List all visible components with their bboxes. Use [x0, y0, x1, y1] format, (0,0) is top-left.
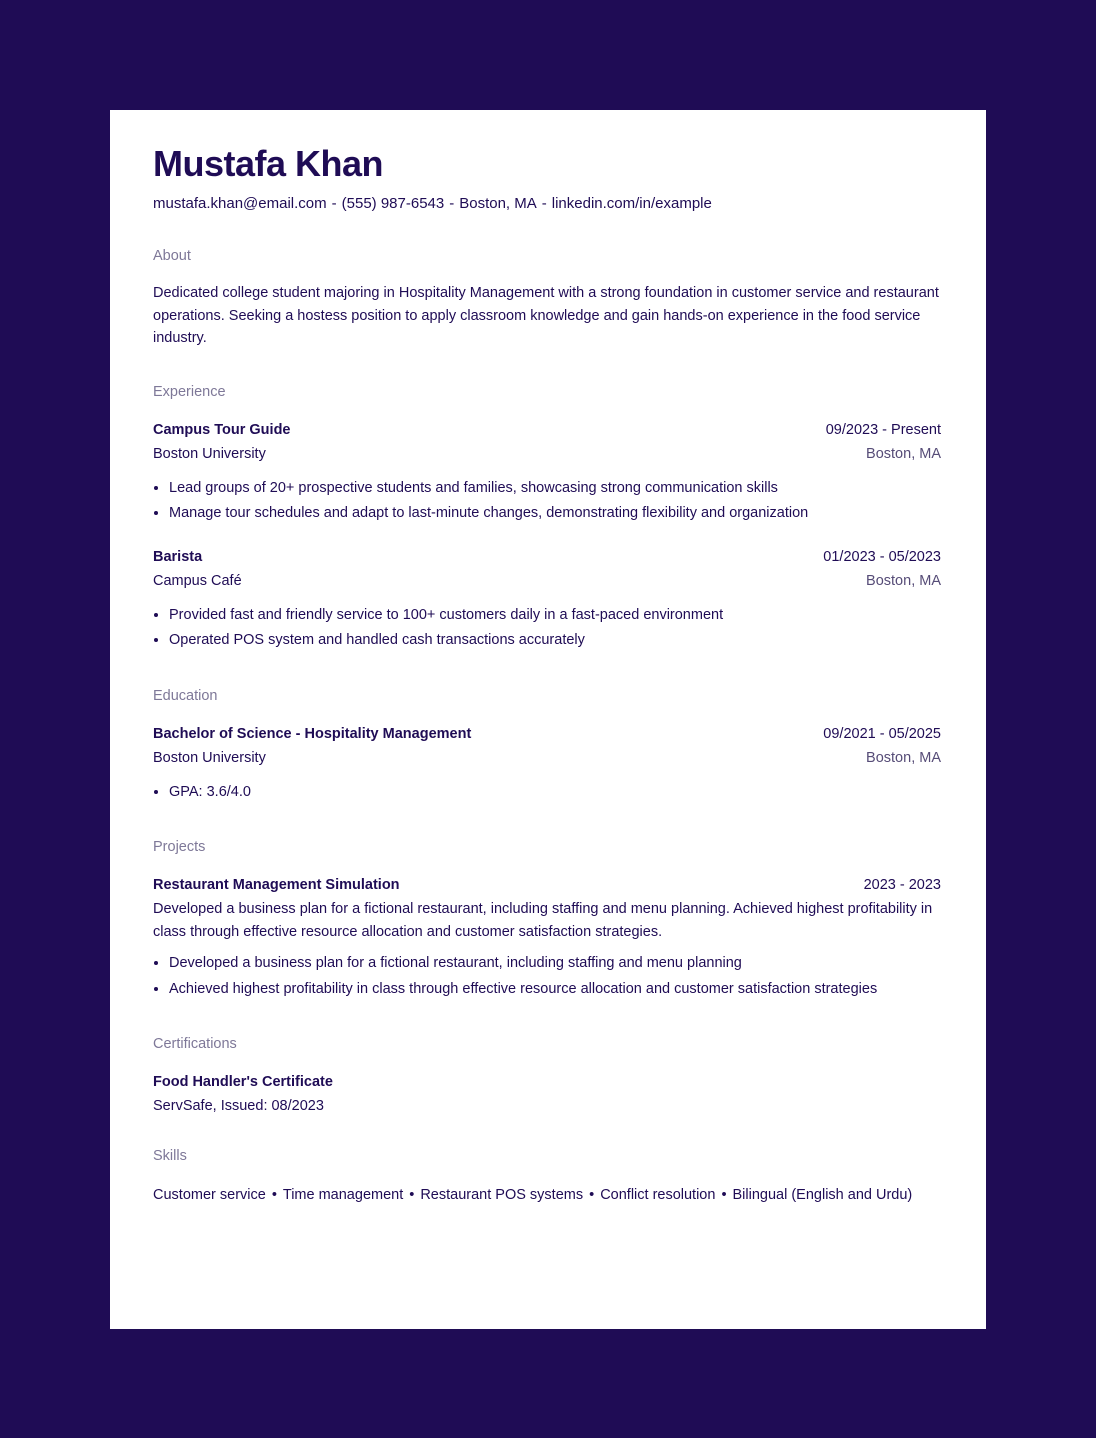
- experience-entry: [153, 418, 941, 527]
- section-title-projects: Projects: [153, 839, 206, 855]
- section-title-skills: Skills: [153, 1148, 187, 1164]
- skill-item: Bilingual (English and Urdu): [732, 1187, 913, 1203]
- contact-separator: -: [449, 195, 455, 212]
- contact-line: [153, 194, 941, 214]
- project-description: Developed a business plan for a fictional restaurant, including staffing and menu planning. Achieved highest profitability in class through effective resource allocation and customer satisfaction strategies.: [153, 901, 933, 940]
- certification-entry: Food Handler's Certificate ServSafe, Issued: 08/2023: [153, 1070, 941, 1118]
- skill-item: Restaurant POS systems: [420, 1187, 584, 1203]
- skill-separator: •: [409, 1187, 415, 1203]
- job-org: Boston University: [153, 445, 266, 462]
- list-item: • GPA: 3.6/4.0: [169, 780, 941, 806]
- list-item: • Manage tour schedules and adapt to last-minute changes, demonstrating flexibility and organization: [169, 501, 941, 527]
- skill-separator: •: [589, 1187, 595, 1203]
- phone: (555) 987-6543: [341, 195, 445, 212]
- job-dates: 09/2023 - Present: [825, 421, 941, 438]
- list-item: • Lead groups of 20+ prospective students and families, showcasing strong communication skills: [169, 476, 941, 502]
- education-entry: [153, 722, 941, 806]
- project-entry: [153, 873, 941, 1002]
- education-bullets: [153, 780, 941, 806]
- skill-item: Customer service: [153, 1187, 266, 1203]
- linkedin-link[interactable]: linkedin.com/in/example: [551, 195, 712, 212]
- section-title-certifications: Certifications: [153, 1036, 237, 1052]
- list-item: • Operated POS system and handled cash transactions accurately: [169, 628, 941, 654]
- email-link[interactable]: mustafa.khan@email.com: [153, 195, 327, 212]
- list-item: • Developed a business plan for a fictional restaurant, including staffing and menu planning: [169, 951, 941, 977]
- school-location: Boston, MA: [866, 749, 941, 766]
- list-item: • Provided fast and friendly service to 100+ customers daily in a fast-paced environment: [169, 603, 941, 629]
- job-bullets: [153, 603, 941, 654]
- degree: Bachelor of Science - Hospitality Management: [153, 725, 472, 742]
- job-title: Barista: [153, 548, 203, 565]
- job-dates: 01/2023 - 05/2023: [823, 548, 941, 565]
- project-name: Restaurant Management Simulation: [153, 877, 400, 893]
- section-title-about: About: [153, 248, 191, 264]
- job-location: Boston, MA: [866, 572, 941, 589]
- skill-separator: •: [271, 1187, 277, 1203]
- job-bullets: [153, 476, 941, 527]
- section-title-experience: Experience: [153, 383, 226, 400]
- certification-name: Food Handler's Certificate: [153, 1074, 333, 1090]
- job-org: Campus Café: [153, 572, 242, 589]
- certification-issued: Issued: 08/2023: [220, 1098, 324, 1114]
- contact-separator: -: [331, 195, 337, 212]
- certification-issuer: ServSafe: [153, 1098, 213, 1114]
- section-title-education: Education: [153, 687, 218, 704]
- project-dates: 2023 - 2023: [863, 877, 941, 893]
- skill-item: Time management: [282, 1187, 404, 1203]
- candidate-name: Mustafa Khan: [153, 143, 384, 184]
- location: Boston, MA: [459, 195, 537, 212]
- project-bullets: [153, 951, 941, 1002]
- contact-separator: -: [541, 195, 547, 212]
- resume-page: [110, 110, 986, 1329]
- experience-entry: [153, 545, 941, 654]
- job-location: Boston, MA: [866, 445, 941, 462]
- skills-list: [153, 1183, 941, 1208]
- school: Boston University: [153, 749, 266, 766]
- education-dates: 09/2021 - 05/2025: [823, 725, 941, 742]
- list-item: • Achieved highest profitability in class through effective resource allocation and customer satisfaction strategies: [169, 977, 941, 1003]
- job-title: Campus Tour Guide: [153, 421, 291, 438]
- skill-separator: •: [721, 1187, 727, 1203]
- skill-item: Conflict resolution: [600, 1187, 716, 1203]
- about-text: Dedicated college student majoring in Hospitality Management with a strong foundation in customer service and restaurant operations. Seeking a hostess position to apply classroom knowledge and gain hands-on experience in the food service industry.: [153, 285, 939, 346]
